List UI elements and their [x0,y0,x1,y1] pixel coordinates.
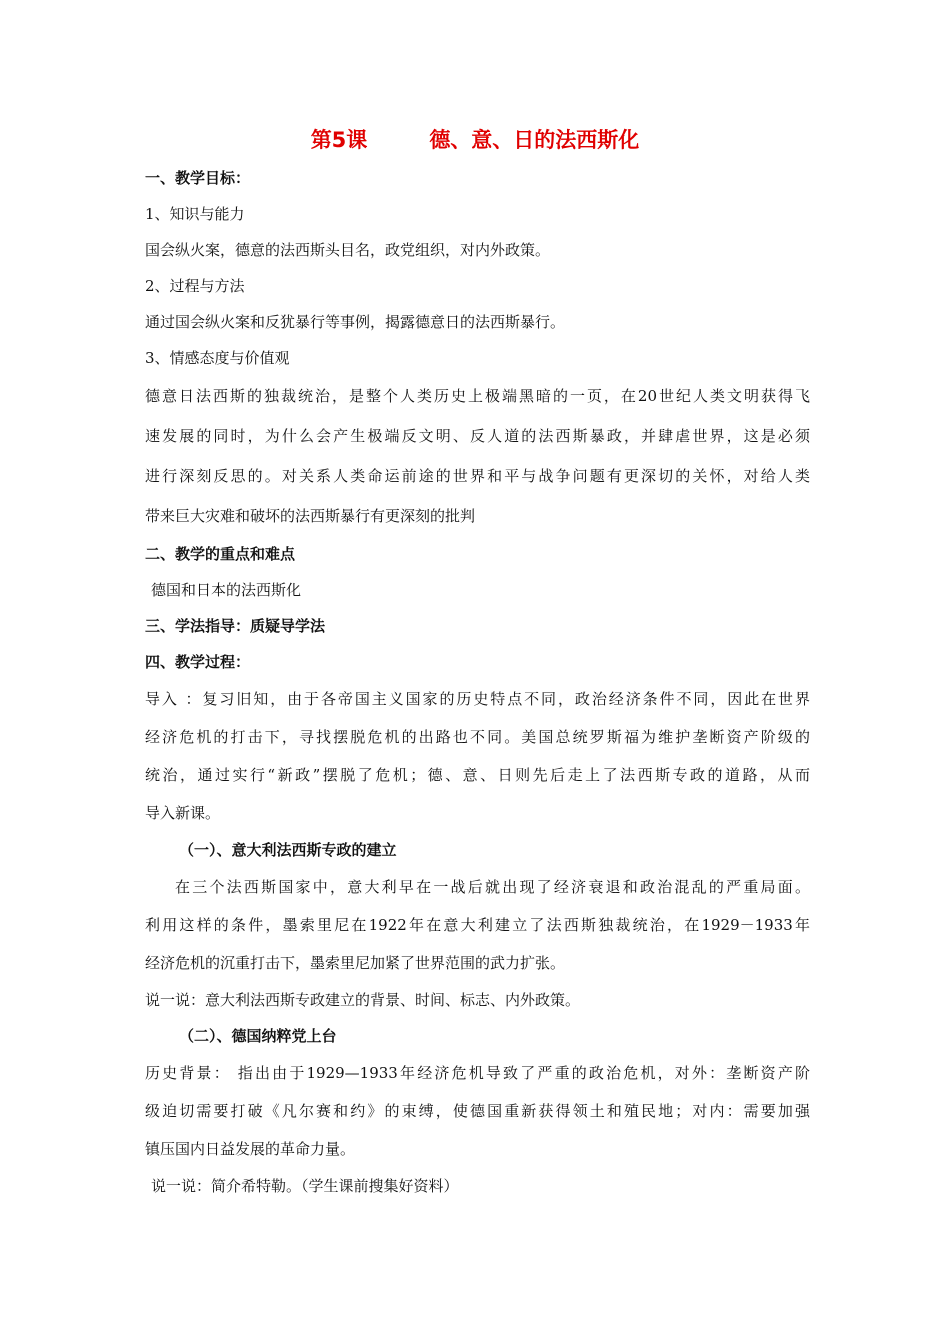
paragraph-line: 在三个法西斯国家中，意大利早在一战后就出现了经济衰退和政治混乱的严重局面。 [175,878,810,896]
paragraph-line: 经济危机的打击下，寻找摆脱危机的出路也不同。美国总统罗斯福为维护垄断资产阶级的 [145,728,810,746]
paragraph-line: 导入新课。 [145,804,221,822]
paragraph-line: 德国和日本的法西斯化 [151,581,302,599]
paragraph-line: 国会纵火案，德意的法西斯头目名，政党组织，对内外政策。 [145,241,551,259]
paragraph-line: 历史背景： 指出由于1929—1933年经济危机导致了严重的政治危机，对外：垄断资产阶 [145,1064,810,1082]
section-heading: 四、教学过程： [145,653,251,671]
paragraph-line: 镇压国内日益发展的革命力量。 [145,1140,356,1158]
paragraph-line: 导入 ：复习旧知，由于各帝国主义国家的历史特点不同，政治经济条件不同，因此在世界 [145,690,810,708]
document-body [145,160,810,1204]
subheading: 2、过程与方法 [145,277,245,295]
paragraph-line: 说一说：意大利法西斯专政建立的背景、时间、标志、内外政策。 [145,991,581,1009]
subsection-heading: （二）、德国纳粹党上台 [179,1027,337,1045]
lesson-number: 第5课 [310,128,368,152]
subheading: 3、情感态度与价值观 [145,349,290,367]
section-heading: 一、教学目标： [145,169,251,187]
subsection-heading: （一）、意大利法西斯专政的建立 [179,841,397,859]
paragraph-line: 级迫切需要打破《凡尔赛和约》的束缚，使德国重新获得领土和殖民地；对内：需要加强 [145,1102,810,1120]
page-title [0,124,950,154]
paragraph-line: 通过国会纵火案和反犹暴行等事例，揭露德意日的法西斯暴行。 [145,313,566,331]
paragraph-line: 利用这样的条件，墨索里尼在1922年在意大利建立了法西斯独裁统治，在1929－1933年 [145,916,810,934]
lesson-name: 德、意、日的法西斯化 [429,128,640,152]
paragraph-line: 带来巨大灾难和破坏的法西斯暴行有更深刻的批判 [145,507,476,525]
subheading: 1、知识与能力 [145,205,245,223]
section-heading: 三、学法指导：质疑导学法 [145,617,326,635]
paragraph-line: 德意日法西斯的独裁统治，是整个人类历史上极端黑暗的一页，在20世纪人类文明获得飞 [145,387,810,405]
paragraph-line: 速发展的同时，为什么会产生极端反文明、反人道的法西斯暴政，并肆虐世界，这是必须 [145,427,810,445]
paragraph-line: 统治，通过实行“新政”摆脱了危机；德、意、日则先后走上了法西斯专政的道路，从而 [145,766,810,784]
paragraph-line: 进行深刻反思的。对关系人类命运前途的世界和平与战争问题有更深切的关怀，对给人类 [145,467,810,485]
paragraph-line: 经济危机的沉重打击下，墨索里尼加紧了世界范围的武力扩张。 [145,954,566,972]
paragraph-line: 说一说：简介希特勒。（学生课前搜集好资料） [151,1177,459,1195]
section-heading: 二、教学的重点和难点 [145,545,296,563]
